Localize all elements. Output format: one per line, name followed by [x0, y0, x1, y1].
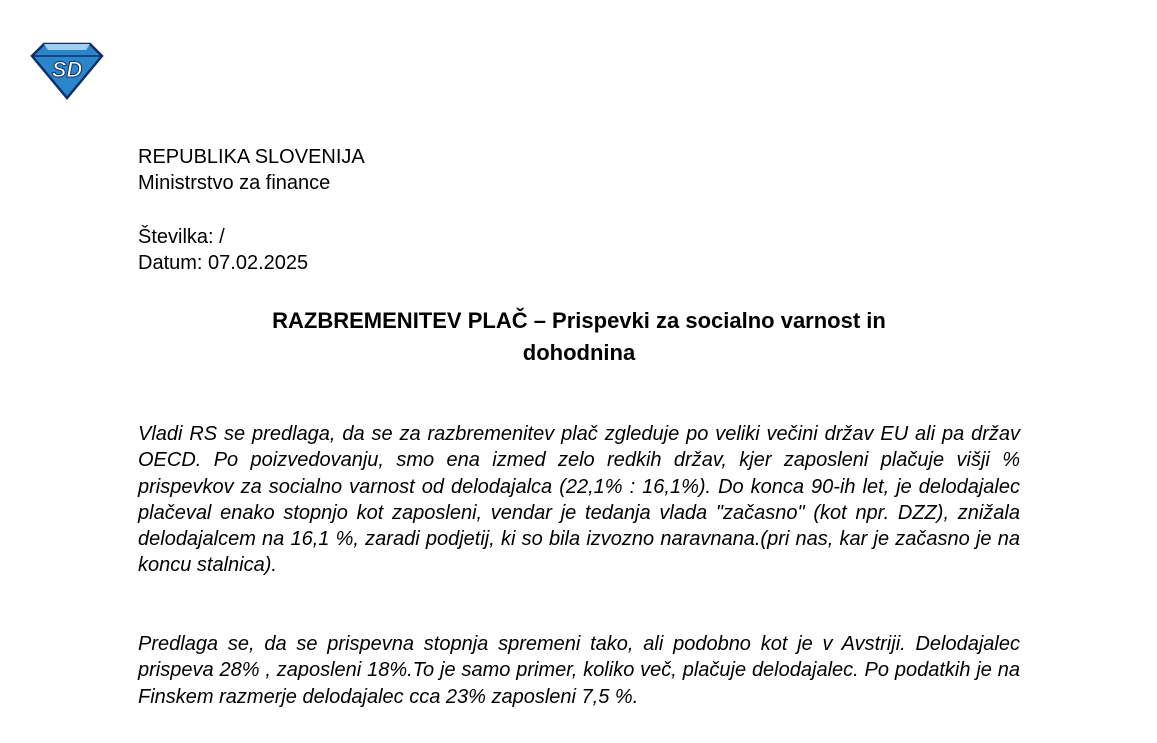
sd-diamond-logo-icon	[30, 40, 104, 100]
logo-text: SD	[51, 57, 83, 82]
sd-logo-icon	[30, 40, 104, 100]
document-date: Datum: 07.02.2025	[138, 252, 309, 274]
body-paragraph-2: Predlaga se, da se prispevna stopnja spremeni tako, ali podobno kot je v Avstriji. Delodajalec prispeva 28% , zaposleni 18%.To je samo primer, koliko več, plačuje delodajalec. Po podatkih je na Finskem razmerje delodajalec cca 23% zaposleni 7,5 %.	[138, 633, 1020, 708]
body-paragraph-1: Vladi RS se predlaga, da se za razbremenitev plač zgleduje po veliki večini držav EU ali pa držav OECD. Po poizvedovanju, smo ena izmed zelo redkih držav, kjer zaposleni plačuje višji % prispevkov za socialno varnost od delodajalca (22,1% : 16,1%). Do konca 90-ih let, je delodajalec plačeval enako stopnjo kot zaposleni, vendar je tedanja vlada "začasno" (kot npr. DZZ), znižala delodajalcem na 16,1 %, zaradi podjetij, ki so bila izvozno naravnana.(pri nas, kar je začasno je na koncu stalnica).	[138, 423, 1020, 577]
republic-name: REPUBLIKA SLOVENIJA	[138, 146, 365, 168]
title-line-1: RAZBREMENITEV PLAČ – Prispevki za socialno varnost in	[272, 308, 886, 333]
document-header	[138, 144, 365, 196]
document-meta	[138, 224, 308, 276]
ministry-name: Ministrstvo za finance	[138, 172, 331, 194]
document-number: Številka: /	[138, 226, 225, 248]
document-title	[138, 305, 1020, 369]
title-line-2: dohodnina	[522, 340, 636, 365]
